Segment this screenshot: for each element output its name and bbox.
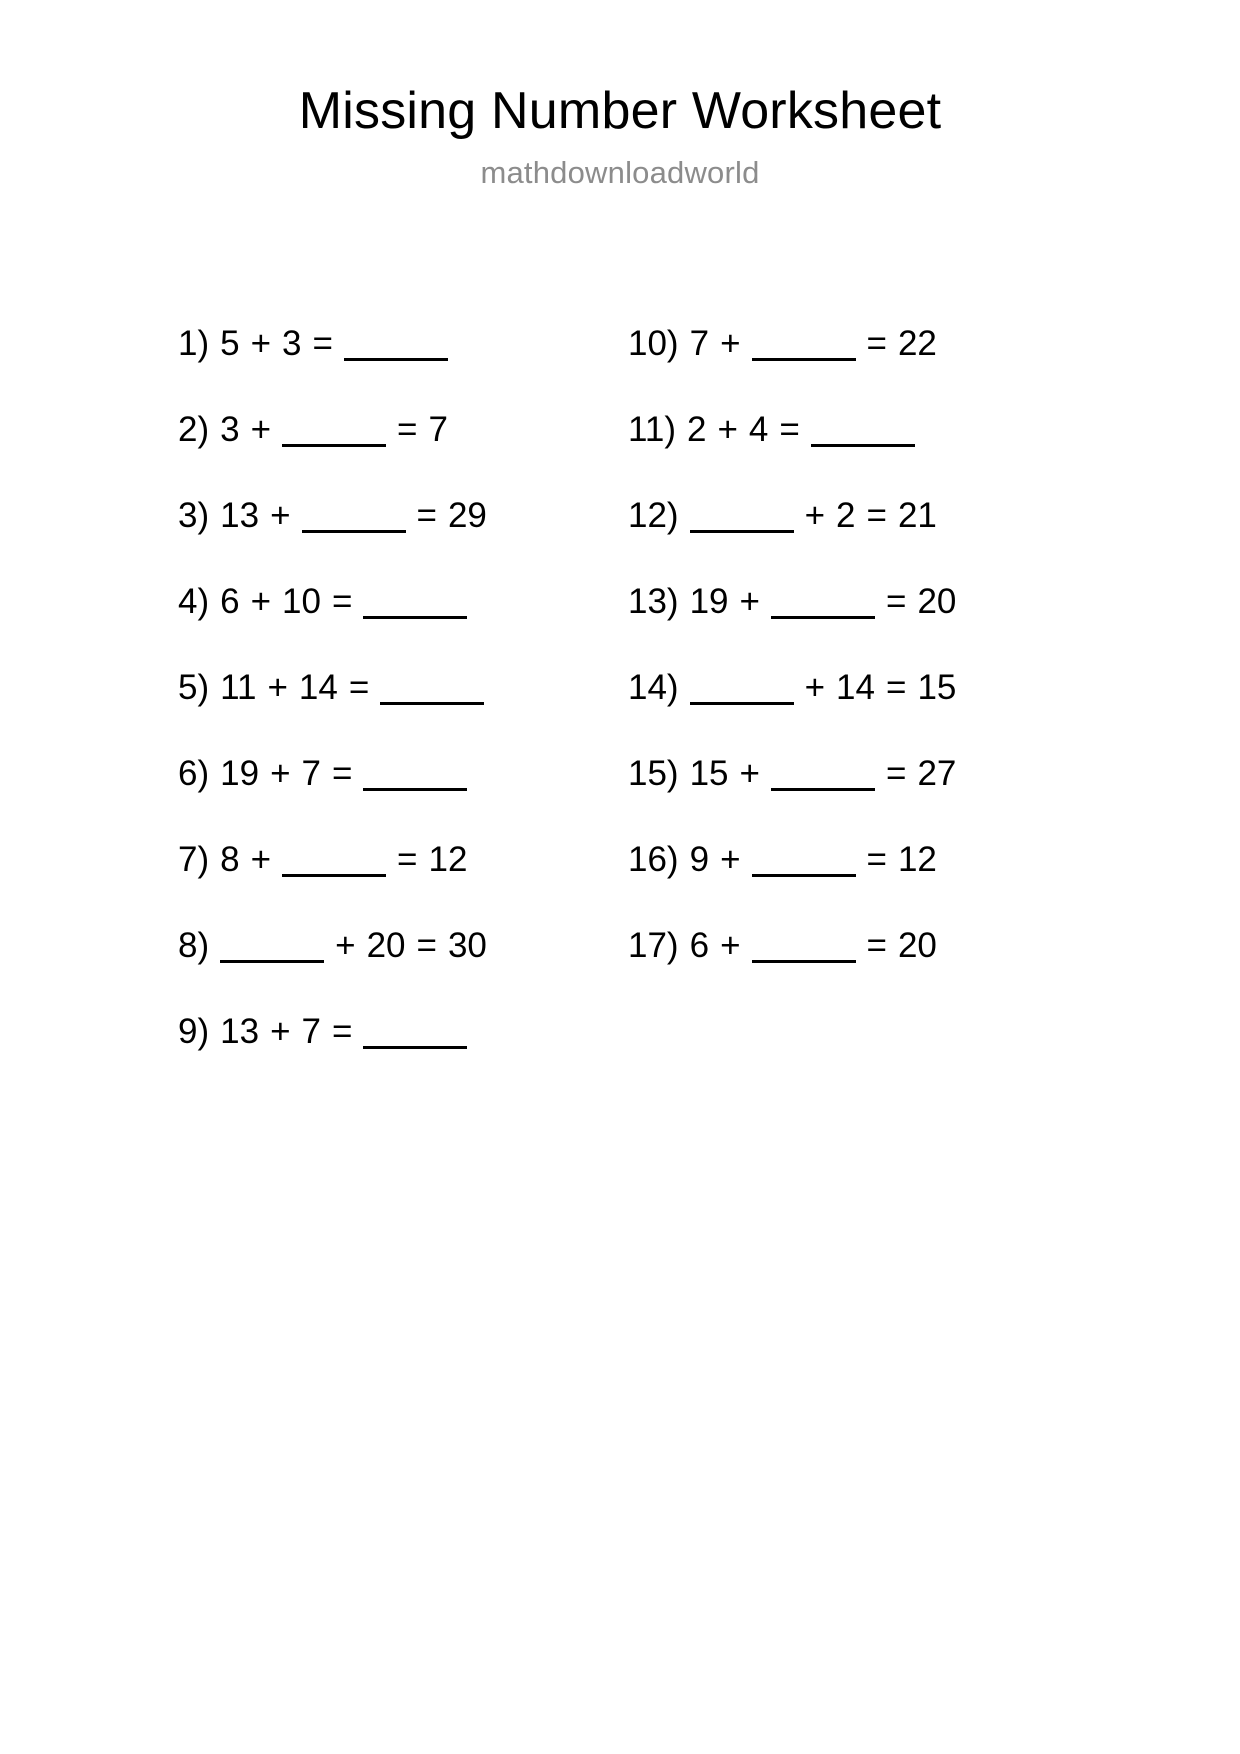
equals-operator: = (866, 495, 887, 535)
plus-operator: + (739, 753, 760, 793)
problem-number: 7) (178, 839, 210, 879)
problem-term: 13 (220, 1011, 260, 1051)
problem-row (628, 386, 1078, 472)
problem-number: 16) (628, 839, 679, 879)
answer-blank[interactable] (363, 762, 467, 791)
answer-blank[interactable] (282, 418, 386, 447)
plus-operator: + (267, 667, 288, 707)
equals-operator: = (331, 753, 353, 793)
equals-operator: = (348, 667, 370, 707)
problem-number: 17) (628, 925, 679, 965)
problem-term: 8 (220, 839, 240, 879)
plus-operator: + (720, 925, 741, 965)
answer-blank[interactable] (752, 332, 856, 361)
problem-row (628, 816, 1078, 902)
problem-term: 7 (689, 323, 710, 363)
problem-row (178, 386, 628, 472)
problem-row (178, 644, 628, 730)
plus-operator: + (250, 323, 272, 363)
problem-number: 13) (628, 581, 679, 621)
equals-operator: = (779, 409, 800, 449)
answer-blank[interactable] (771, 590, 875, 619)
problem-result: 22 (897, 323, 937, 363)
problem-row (178, 988, 628, 1074)
answer-blank[interactable] (752, 848, 856, 877)
problem-term: 6 (689, 925, 710, 965)
plus-operator: + (270, 495, 291, 535)
problem-number: 1) (178, 323, 210, 363)
problem-row (178, 558, 628, 644)
plus-operator: + (250, 839, 272, 879)
plus-operator: + (270, 1011, 291, 1051)
problem-number: 8) (178, 925, 210, 965)
equals-operator: = (397, 839, 418, 879)
problem-row (628, 558, 1078, 644)
problem-term: 2 (836, 495, 856, 535)
problem-number: 15) (628, 753, 679, 793)
problem-number: 3) (178, 495, 210, 535)
answer-blank[interactable] (363, 1020, 467, 1049)
problem-term: 7 (301, 753, 321, 793)
equals-operator: = (885, 581, 907, 621)
equals-operator: = (866, 839, 887, 879)
equals-operator: = (312, 323, 333, 363)
problem-row (628, 644, 1078, 730)
problem-grid (0, 300, 1240, 1074)
problem-row (628, 472, 1078, 558)
problem-row (178, 300, 628, 386)
plus-operator: + (739, 581, 760, 621)
problem-term: 5 (220, 323, 240, 363)
plus-operator: + (270, 753, 291, 793)
problem-term: 14 (298, 667, 338, 707)
answer-blank[interactable] (220, 934, 324, 963)
answer-blank[interactable] (363, 590, 467, 619)
plus-operator: + (720, 839, 741, 879)
problem-result: 30 (447, 925, 487, 965)
problem-term: 10 (282, 581, 321, 621)
worksheet-header (0, 0, 1240, 191)
problem-term: 4 (748, 409, 769, 449)
right-column (628, 300, 1078, 988)
problem-result: 15 (917, 667, 957, 707)
answer-blank[interactable] (752, 934, 856, 963)
problem-result: 20 (917, 581, 957, 621)
equals-operator: = (416, 925, 437, 965)
problem-row (628, 300, 1078, 386)
equals-operator: = (331, 581, 353, 621)
site-subtitle: mathdownloadworld (480, 155, 760, 191)
equals-operator: = (331, 1011, 353, 1051)
answer-blank[interactable] (282, 848, 386, 877)
left-column (178, 300, 628, 1074)
problem-row (628, 730, 1078, 816)
answer-blank[interactable] (302, 504, 406, 533)
problem-result: 12 (428, 839, 468, 879)
answer-blank[interactable] (690, 676, 794, 705)
problem-term: 3 (220, 409, 240, 449)
problem-term: 11 (220, 667, 257, 707)
problem-term: 14 (836, 667, 875, 707)
equals-operator: = (866, 925, 887, 965)
answer-blank[interactable] (690, 504, 794, 533)
problem-term: 15 (689, 753, 729, 793)
plus-operator: + (720, 323, 741, 363)
problem-number: 12) (628, 495, 679, 535)
problem-number: 14) (628, 667, 679, 707)
problem-number: 4) (178, 581, 210, 621)
page-title: Missing Number Worksheet (298, 82, 942, 140)
plus-operator: + (250, 409, 272, 449)
problem-number: 5) (178, 667, 210, 707)
problem-number: 6) (178, 753, 210, 793)
problem-result: 20 (897, 925, 937, 965)
problem-term: 6 (220, 581, 240, 621)
problem-result: 12 (897, 839, 937, 879)
problem-row (178, 816, 628, 902)
plus-operator: + (804, 495, 826, 535)
problem-term: 19 (220, 753, 260, 793)
answer-blank[interactable] (380, 676, 484, 705)
problem-term: 2 (687, 409, 707, 449)
problem-result: 7 (428, 409, 448, 449)
problem-result: 29 (447, 495, 487, 535)
problem-term: 7 (301, 1011, 321, 1051)
equals-operator: = (885, 667, 907, 707)
problem-number: 9) (178, 1011, 210, 1051)
plus-operator: + (250, 581, 272, 621)
problem-term: 3 (282, 323, 302, 363)
problem-row (628, 902, 1078, 988)
problem-result: 27 (917, 753, 957, 793)
answer-blank[interactable] (771, 762, 875, 791)
problem-row (178, 472, 628, 558)
equals-operator: = (416, 495, 437, 535)
problem-number: 11) (628, 409, 676, 449)
problem-row (178, 730, 628, 816)
plus-operator: + (804, 667, 826, 707)
problem-number: 10) (628, 323, 679, 363)
equals-operator: = (866, 323, 887, 363)
problem-term: 19 (689, 581, 729, 621)
problem-term: 13 (220, 495, 260, 535)
equals-operator: = (397, 409, 418, 449)
problem-number: 2) (178, 409, 210, 449)
answer-blank[interactable] (344, 332, 448, 361)
equals-operator: = (885, 753, 907, 793)
problem-term: 9 (689, 839, 710, 879)
problem-row (178, 902, 628, 988)
plus-operator: + (717, 409, 738, 449)
problem-term: 20 (366, 925, 406, 965)
plus-operator: + (335, 925, 356, 965)
answer-blank[interactable] (811, 418, 915, 447)
problem-result: 21 (897, 495, 937, 535)
